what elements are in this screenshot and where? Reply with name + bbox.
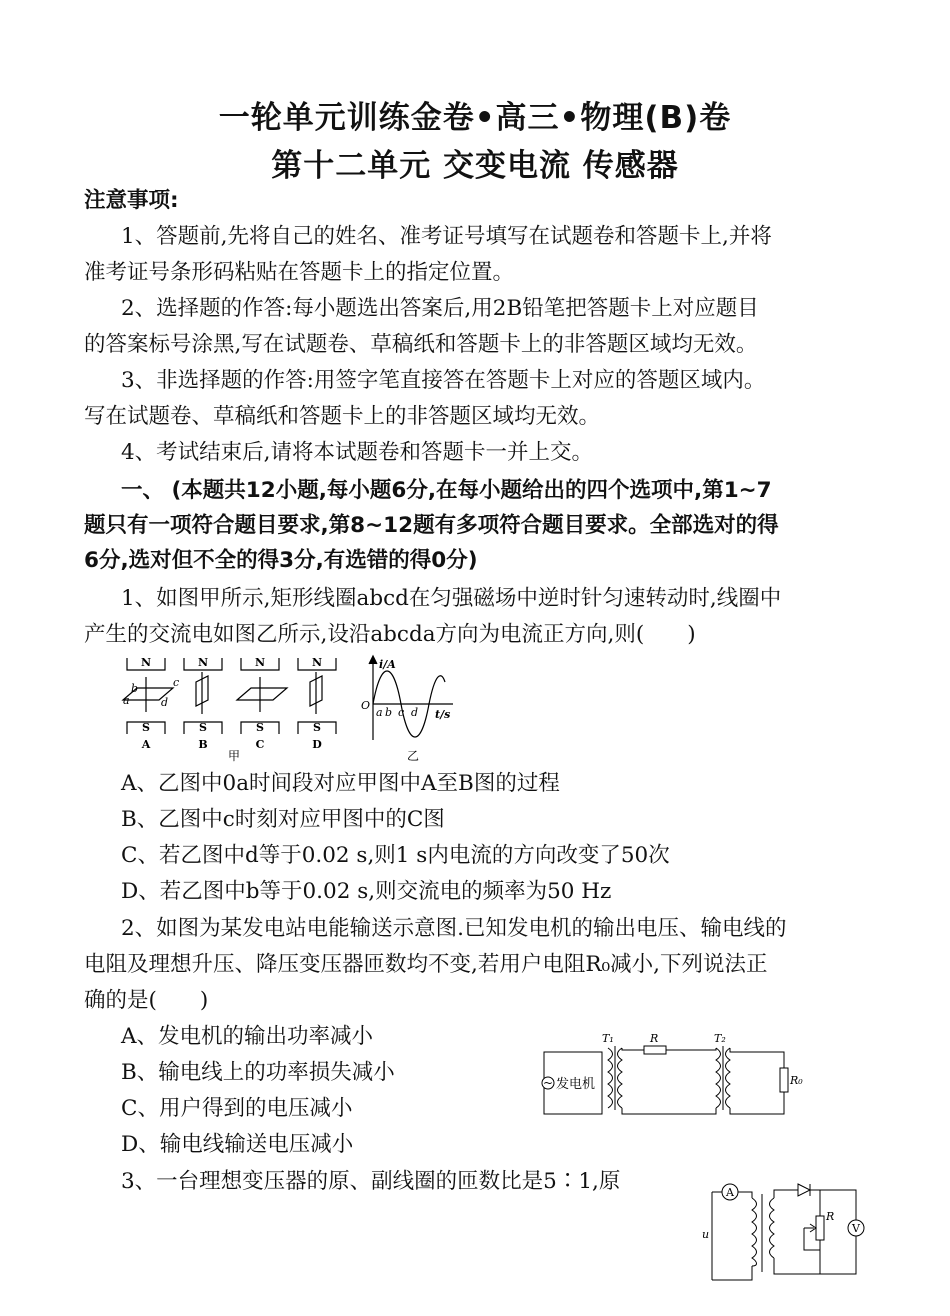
- question-1-option-a: A、乙图中0a时间段对应甲图中A至B图的过程: [121, 771, 560, 796]
- y-axis-label: i/A: [379, 658, 396, 671]
- corner-label: d: [161, 696, 169, 709]
- figure-caption-yi: 乙: [406, 749, 420, 763]
- magnet-north-label: N: [197, 656, 209, 669]
- generator-label: 发电机: [556, 1077, 596, 1092]
- magnet-north-label: N: [311, 656, 323, 669]
- magnet-north-label: N: [140, 656, 152, 669]
- ammeter-icon: A: [726, 1186, 734, 1199]
- notice-line: 的答案标号涂黑,写在试题卷、草稿纸和答题卡上的非答题区域均无效。: [84, 332, 758, 357]
- voltmeter-icon: V: [852, 1222, 860, 1235]
- question-2-option-b: B、输电线上的功率损失减小: [121, 1060, 395, 1085]
- ac-source-icon: ~: [542, 1076, 554, 1090]
- corner-label: b: [131, 682, 139, 695]
- transformer-t1-label: T₁: [602, 1032, 614, 1045]
- question-1-figure: [115, 652, 460, 764]
- question-1-option-d: D、若乙图中b等于0.02 s,则交流电的频率为50 Hz: [121, 879, 612, 904]
- magnet-south-label: S: [199, 721, 207, 734]
- notice-line: 准考证号条形码粘贴在答题卡上的指定位置。: [84, 260, 515, 285]
- magnet-south-label: S: [142, 721, 150, 734]
- question-3-stem: 3、一台理想变压器的原、副线圈的匝数比是5∶1,原: [121, 1169, 621, 1194]
- x-axis-label: t/s: [435, 708, 451, 721]
- question-1-stem: 产生的交流电如图乙所示,设沿abcda方向为电流正方向,则( ): [84, 622, 696, 647]
- question-2-figure: [538, 1030, 813, 1125]
- time-tick: b: [385, 706, 393, 719]
- question-2-option-c: C、用户得到的电压减小: [121, 1096, 353, 1121]
- notice-line: 4、考试结束后,请将本试题卷和答题卡一并上交。: [121, 440, 594, 465]
- question-2-stem: 电阻及理想升压、降压变压器匝数均不变,若用户电阻R₀减小,下列说法正: [84, 952, 768, 977]
- notice-line: 3、非选择题的作答:用签字笔直接答在答题卡上对应的答题区域内。: [121, 368, 766, 393]
- question-1-stem: 1、如图甲所示,矩形线圈abcd在匀强磁场中逆时针匀速转动时,线圈中: [121, 586, 782, 611]
- section-instructions: 题只有一项符合题目要求,第8~12题有多项符合题目要求。全部选对的得: [84, 513, 779, 538]
- question-1-option-b: B、乙图中c时刻对应甲图中的C图: [121, 807, 445, 832]
- resistor-label: R: [826, 1210, 835, 1223]
- notice-line: 1、答题前,先将自己的姓名、准考证号填写在试题卷和答题卡上,并将: [121, 224, 772, 249]
- section-instructions: 一、 (本题共12小题,每小题6分,在每小题给出的四个选项中,第1~7: [121, 478, 772, 503]
- question-2-stem: 2、如图为某发电站电能输送示意图.已知发电机的输出电压、输电线的: [121, 916, 787, 941]
- origin-label: O: [361, 699, 371, 712]
- input-voltage-label: u: [702, 1228, 710, 1241]
- panel-label: D: [312, 738, 322, 751]
- corner-label: a: [123, 694, 130, 707]
- notice-heading: 注意事项:: [84, 188, 179, 213]
- question-3-figure: [700, 1180, 870, 1284]
- magnet-south-label: S: [313, 721, 321, 734]
- unit-title: 第十二单元 交变电流 传感器: [271, 148, 679, 184]
- question-2-option-a: A、发电机的输出功率减小: [121, 1024, 374, 1049]
- magnet-north-label: N: [254, 656, 266, 669]
- time-tick: d: [411, 706, 419, 719]
- load-resistor-label: R₀: [790, 1074, 803, 1087]
- panel-label: C: [255, 738, 265, 751]
- question-2-stem: 确的是( ): [84, 988, 209, 1013]
- section-instructions: 6分,选对但不全的得3分,有选错的得0分): [84, 548, 478, 573]
- notice-line: 写在试题卷、草稿纸和答题卡上的非答题区域均无效。: [84, 404, 601, 429]
- time-tick: a: [376, 706, 383, 719]
- panel-label: A: [141, 738, 151, 751]
- question-1-option-c: C、若乙图中d等于0.02 s,则1 s内电流的方向改变了50次: [121, 843, 670, 868]
- panel-label: B: [198, 738, 208, 751]
- notice-line: 2、选择题的作答:每小题选出答案后,用2B铅笔把答题卡上对应题目: [121, 296, 759, 321]
- magnet-south-label: S: [256, 721, 264, 734]
- time-tick: c: [398, 706, 405, 719]
- figure-caption-jia: 甲: [227, 749, 241, 763]
- exam-title: 一轮单元训练金卷•高三•物理(B)卷: [218, 100, 732, 136]
- question-2-option-d: D、输电线输送电压减小: [121, 1132, 354, 1157]
- line-resistor-label: R: [650, 1032, 659, 1045]
- corner-label: c: [173, 676, 180, 689]
- transformer-t2-label: T₂: [714, 1032, 726, 1045]
